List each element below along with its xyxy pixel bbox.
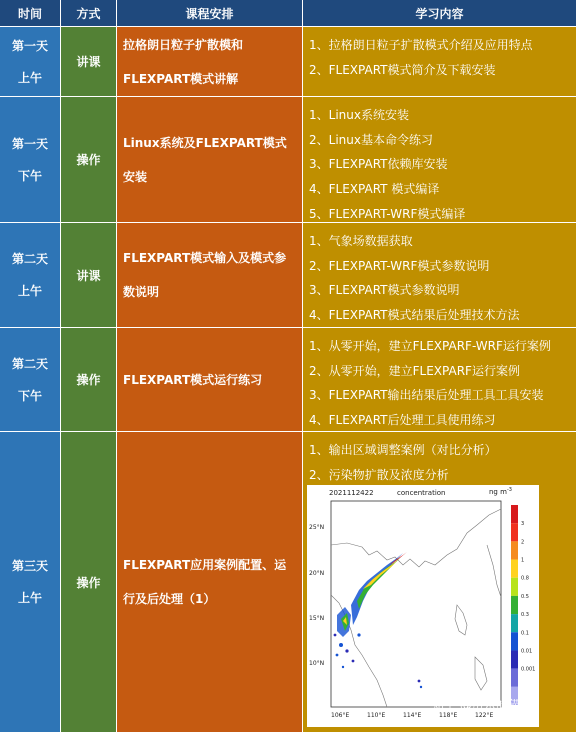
colorbar-swatch [511,614,518,632]
colorbar-swatch [511,650,518,668]
period-label: 下午 [17,388,42,403]
lat-tick: 10°N [309,660,325,667]
course-cell: FLEXPART模式输入及模式参数说明 [117,223,303,328]
mode-cell: 操作 [61,97,117,223]
map-units: ng $m^{-3}$ [489,487,512,496]
content-item: 5、FLEXPART-WRF模式编译 [309,206,466,221]
colorbar-swatch [511,505,518,523]
content-item: 4、FLEXPART 模式编译 [309,182,440,197]
day-label: 第二天 [11,356,48,371]
content-item: 2、FLEXPART-WRF模式参数说明 [309,258,490,273]
row-time-cell [0,223,61,328]
colorbar-label: 0.8 [521,575,529,582]
content-item: 1、气象场数据获取 [309,234,413,248]
course-cell: 拉格朗日粒子扩散模和 FLEXPART模式讲解 [117,27,303,97]
content-item: 3、FLEXPART输出结果后处理工具工具安装 [309,388,544,403]
mode-cell: 讲课 [61,223,117,328]
watermark: 知乎 @房东的猫 [432,698,520,712]
content-item: 2、Linux基本命令练习 [309,132,433,147]
colorbar-swatch [511,541,518,559]
lon-tick: 114°E [403,712,422,719]
content-item: 4、FLEXPART后处理工具使用练习 [309,413,496,428]
day-label: 第一天 [11,38,48,53]
course-cell: Linux系统及FLEXPART模式安装 [117,97,303,223]
colorbar-label: 3 [521,521,525,528]
content-item: 3、FLEXPART依赖库安装 [309,157,448,172]
period-label: 上午 [17,284,42,298]
mode-cell: 操作 [61,328,117,432]
course-cell: FLEXPART模式运行练习 [117,328,303,432]
header-time: 时间 [0,0,61,27]
period-label: 上午 [17,591,42,605]
map-date: 2021112422 [329,489,374,497]
lat-tick: 20°N [309,570,325,577]
lon-tick: 106°E [331,712,350,719]
content-item: 2、FLEXPART模式简介及下载安装 [309,62,496,77]
lat-tick: 25°N [309,524,325,531]
colorbar-label: 0.1 [521,630,529,637]
row-time-cell [0,27,61,97]
header-course: 课程安排 [117,0,303,27]
colorbar-label: 0.3 [521,612,529,619]
mode-cell: 讲课 [61,27,117,97]
concentration-map [307,485,539,727]
colorbar-swatch [511,669,518,687]
colorbar-swatch [511,560,518,578]
map-svg [307,485,539,727]
content-cell [303,27,577,97]
row-time-cell [0,432,61,733]
colorbar [511,505,535,705]
lon-tick: 122°E [475,712,494,719]
day-label: 第三天 [11,559,48,573]
lon-tick: 118°E [439,712,458,719]
map-title: concentration [397,489,446,497]
colorbar-swatch [511,596,518,614]
row-time-cell [0,328,61,432]
header-mode: 方式 [61,0,117,27]
colorbar-swatch [511,578,518,596]
lat-tick: 15°N [309,615,325,622]
content-cell [303,97,577,223]
lon-tick: 110°E [367,712,386,719]
day-label: 第一天 [11,136,48,151]
content-item: 2、污染物扩散及浓度分析 [309,467,449,482]
content-item: 1、输出区域调整案例（对比分析） [309,443,497,457]
content-item: 4、FLEXPART模式结果后处理技术方法 [309,308,520,323]
colorbar-label: 0.5 [521,593,529,600]
content-item: 2、从零开始，建立FLEXPARF运行案例 [309,363,520,378]
mode-cell: 操作 [61,432,117,733]
colorbar-swatch [511,523,518,541]
colorbar-label: 0.001 [521,666,536,673]
header-content: 学习内容 [303,0,577,27]
period-label: 上午 [17,70,42,85]
colorbar-label: 1 [521,557,525,564]
content-cell [303,223,577,328]
content-item: 1、从零开始，建立FLEXPARF-WRF运行案例 [309,339,551,353]
day-label: 第二天 [11,252,48,266]
colorbar-label: 0.01 [521,648,533,655]
content-item: 3、FLEXPART模式参数说明 [309,283,460,298]
content-cell [303,328,577,432]
colorbar-label: 2 [521,539,525,546]
period-label: 下午 [17,168,42,183]
content-item: 1、Linux系统安装 [309,108,409,122]
colorbar-swatch [511,632,518,650]
row-time-cell [0,97,61,223]
course-cell: FLEXPART应用案例配置、运行及后处理（1） [117,432,303,733]
content-item: 1、拉格朗日粒子扩散模式介绍及应用特点 [309,38,533,52]
